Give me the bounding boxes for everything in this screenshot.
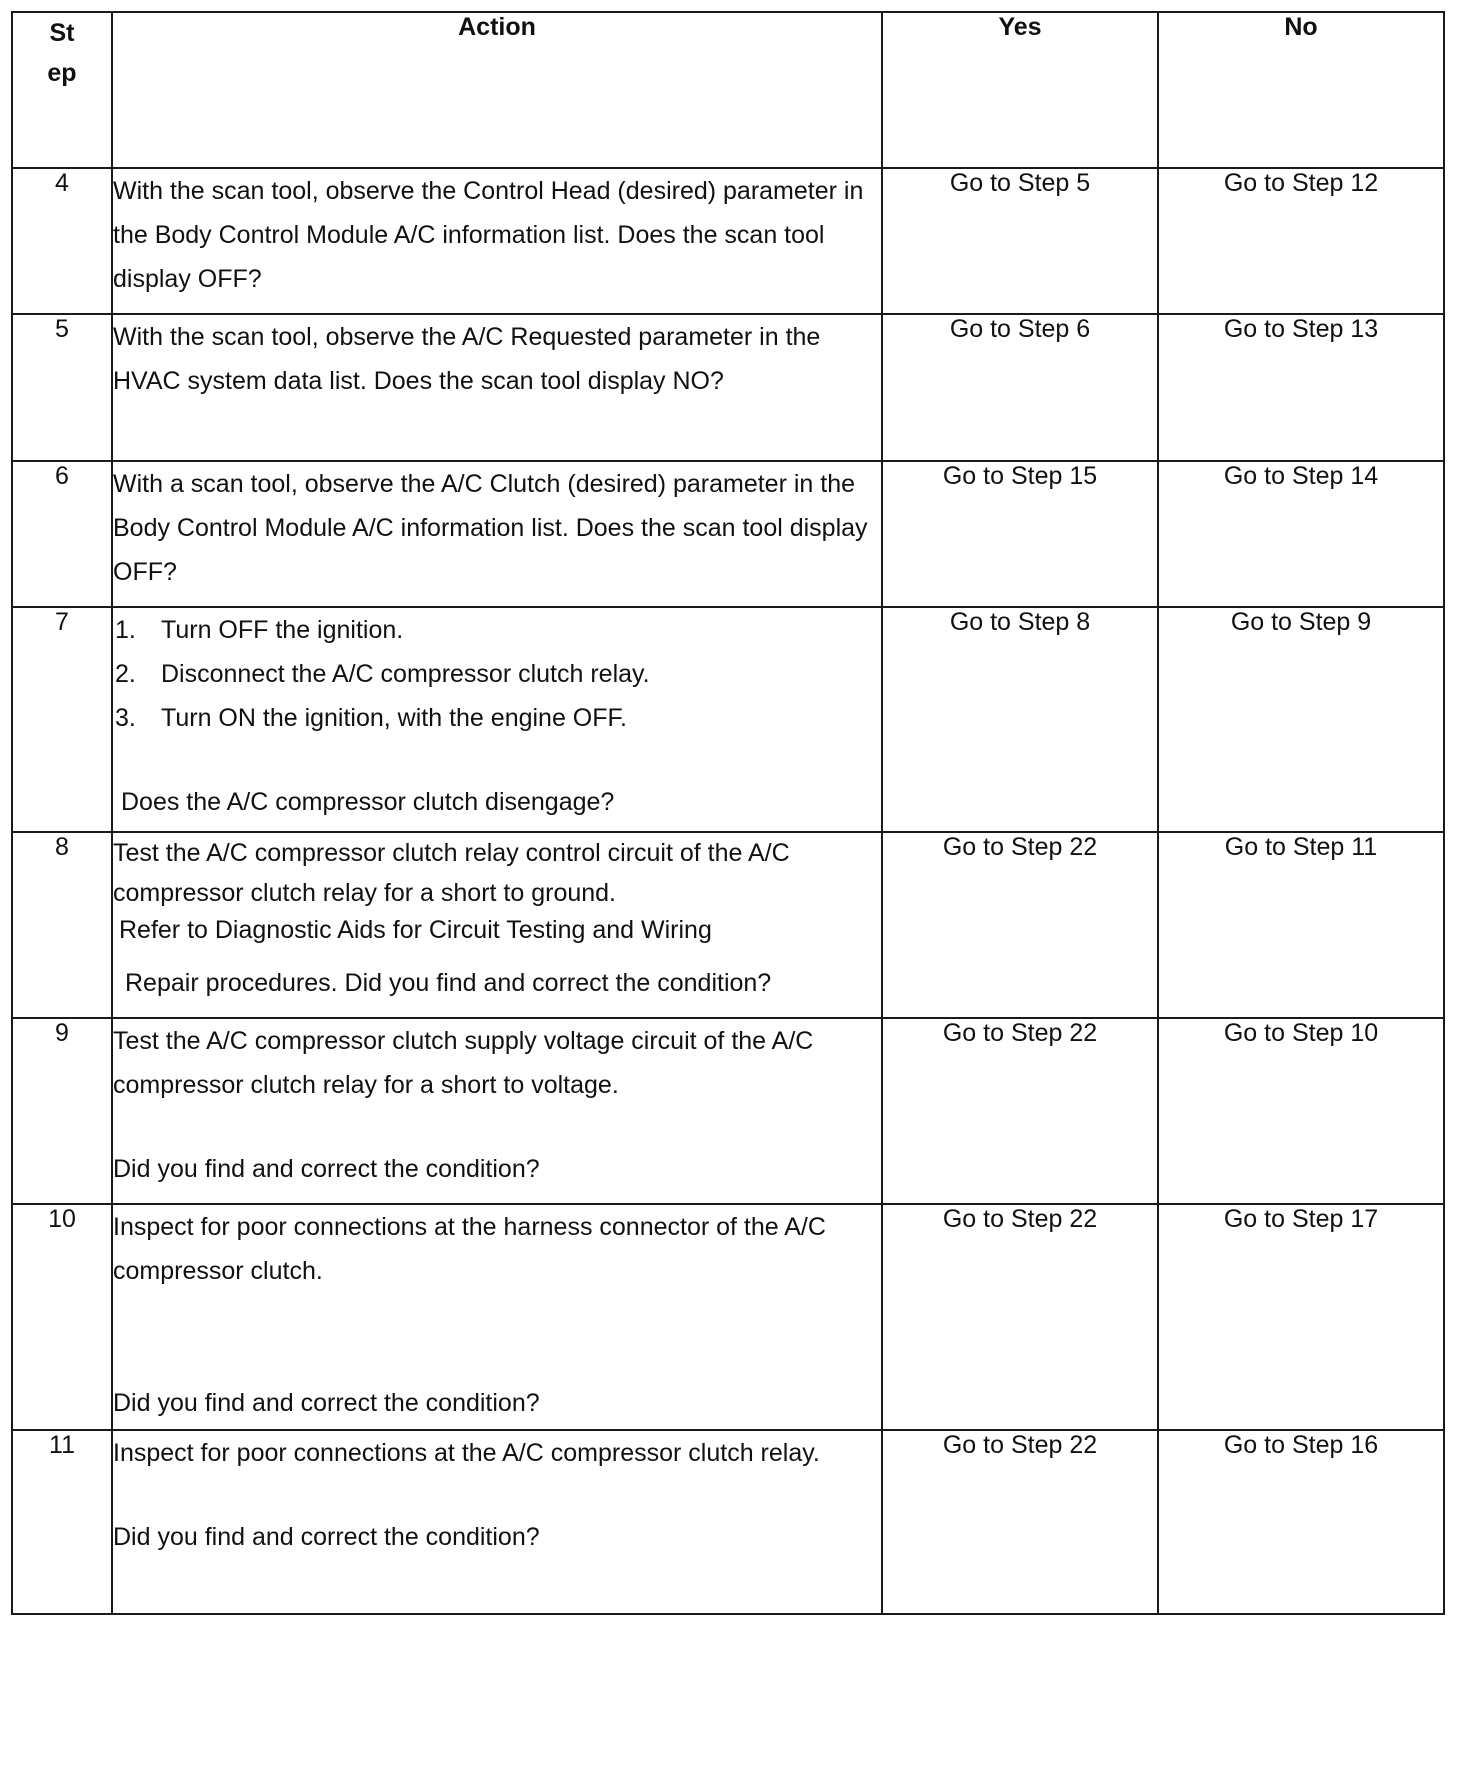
table-row — [12, 168, 1444, 314]
question-text: Does the A/C compressor clutch disengage? — [121, 788, 615, 816]
no-result: Go to Step 11 — [1158, 832, 1444, 1018]
table-row — [12, 1018, 1444, 1204]
action-text: Test the A/C compressor clutch supply voltage circuit of the A/C compressor clutch relay for a short to voltage. — [113, 1027, 814, 1099]
header-yes: Yes — [882, 12, 1158, 168]
step-number: 8 — [12, 832, 112, 1018]
step-number: 6 — [12, 461, 112, 607]
action-cell — [112, 1204, 882, 1430]
yes-result: Go to Step 15 — [882, 461, 1158, 607]
spacer — [113, 1293, 881, 1381]
question-text: Did you find and correct the condition? — [113, 1523, 540, 1551]
yes-result: Go to Step 22 — [882, 1204, 1158, 1430]
action-text: Inspect for poor connections at the harness connector of the A/C compressor clutch. — [113, 1213, 826, 1285]
yes-result: Go to Step 22 — [882, 832, 1158, 1018]
table-header-row — [12, 12, 1444, 168]
header-step-line1: St — [49, 19, 75, 47]
yes-result: Go to Step 8 — [882, 607, 1158, 832]
no-result: Go to Step 10 — [1158, 1018, 1444, 1204]
substep-text: Turn OFF the ignition. — [161, 616, 404, 644]
action-cell — [112, 832, 882, 1018]
table-row — [12, 832, 1444, 1018]
header-step-line2: ep — [47, 59, 77, 87]
step-number: 5 — [12, 314, 112, 461]
action-cell — [112, 607, 882, 832]
no-result: Go to Step 9 — [1158, 607, 1444, 832]
substep-number: 1. — [115, 616, 136, 644]
substep-item — [113, 608, 881, 652]
step-number: 7 — [12, 607, 112, 832]
no-result: Go to Step 13 — [1158, 314, 1444, 461]
spacer — [113, 740, 881, 780]
no-result: Go to Step 12 — [1158, 168, 1444, 314]
reference-text: Refer to Diagnostic Aids for Circuit Testing and Wiring — [119, 916, 712, 944]
yes-result: Go to Step 5 — [882, 168, 1158, 314]
table-row — [12, 607, 1444, 832]
yes-result: Go to Step 22 — [882, 1018, 1158, 1204]
spacer — [113, 1107, 881, 1147]
header-step — [12, 12, 112, 168]
diagnostic-table — [11, 11, 1445, 1615]
table-row — [12, 1430, 1444, 1614]
action-text: With the scan tool, observe the A/C Requested parameter in the HVAC system data list. Does the scan tool display NO? — [112, 314, 882, 461]
table-row — [12, 461, 1444, 607]
no-result: Go to Step 14 — [1158, 461, 1444, 607]
substep-item — [113, 652, 881, 696]
substep-list — [113, 608, 881, 740]
substep-text: Disconnect the A/C compressor clutch relay. — [161, 660, 650, 688]
substep-item — [113, 696, 881, 740]
table-row — [12, 314, 1444, 461]
substep-number: 2. — [115, 660, 136, 688]
action-text: With the scan tool, observe the Control Head (desired) parameter in the Body Control Module A/C information list. Does the scan tool display OFF? — [112, 168, 882, 314]
table-row — [12, 1204, 1444, 1430]
spacer — [113, 1475, 881, 1515]
action-text: Test the A/C compressor clutch relay control circuit of the A/C compressor clutch relay for a short to ground. — [113, 839, 790, 907]
yes-result: Go to Step 6 — [882, 314, 1158, 461]
substep-number: 3. — [115, 704, 136, 732]
question-text: Repair procedures. Did you find and correct the condition? — [125, 969, 772, 997]
step-number: 4 — [12, 168, 112, 314]
question-text: Did you find and correct the condition? — [113, 1155, 540, 1183]
header-action: Action — [112, 12, 882, 168]
step-number: 11 — [12, 1430, 112, 1614]
step-number: 10 — [12, 1204, 112, 1430]
action-text: Inspect for poor connections at the A/C compressor clutch relay. — [113, 1439, 820, 1467]
header-no: No — [1158, 12, 1444, 168]
yes-result: Go to Step 22 — [882, 1430, 1158, 1614]
no-result: Go to Step 16 — [1158, 1430, 1444, 1614]
step-number: 9 — [12, 1018, 112, 1204]
action-cell — [112, 1430, 882, 1614]
no-result: Go to Step 17 — [1158, 1204, 1444, 1430]
action-text: With a scan tool, observe the A/C Clutch (desired) parameter in the Body Control Module A/C information list. Does the scan tool display OFF? — [112, 461, 882, 607]
substep-text: Turn ON the ignition, with the engine OFF. — [161, 704, 627, 732]
question-text: Did you find and correct the condition? — [113, 1389, 540, 1417]
action-cell — [112, 1018, 882, 1204]
